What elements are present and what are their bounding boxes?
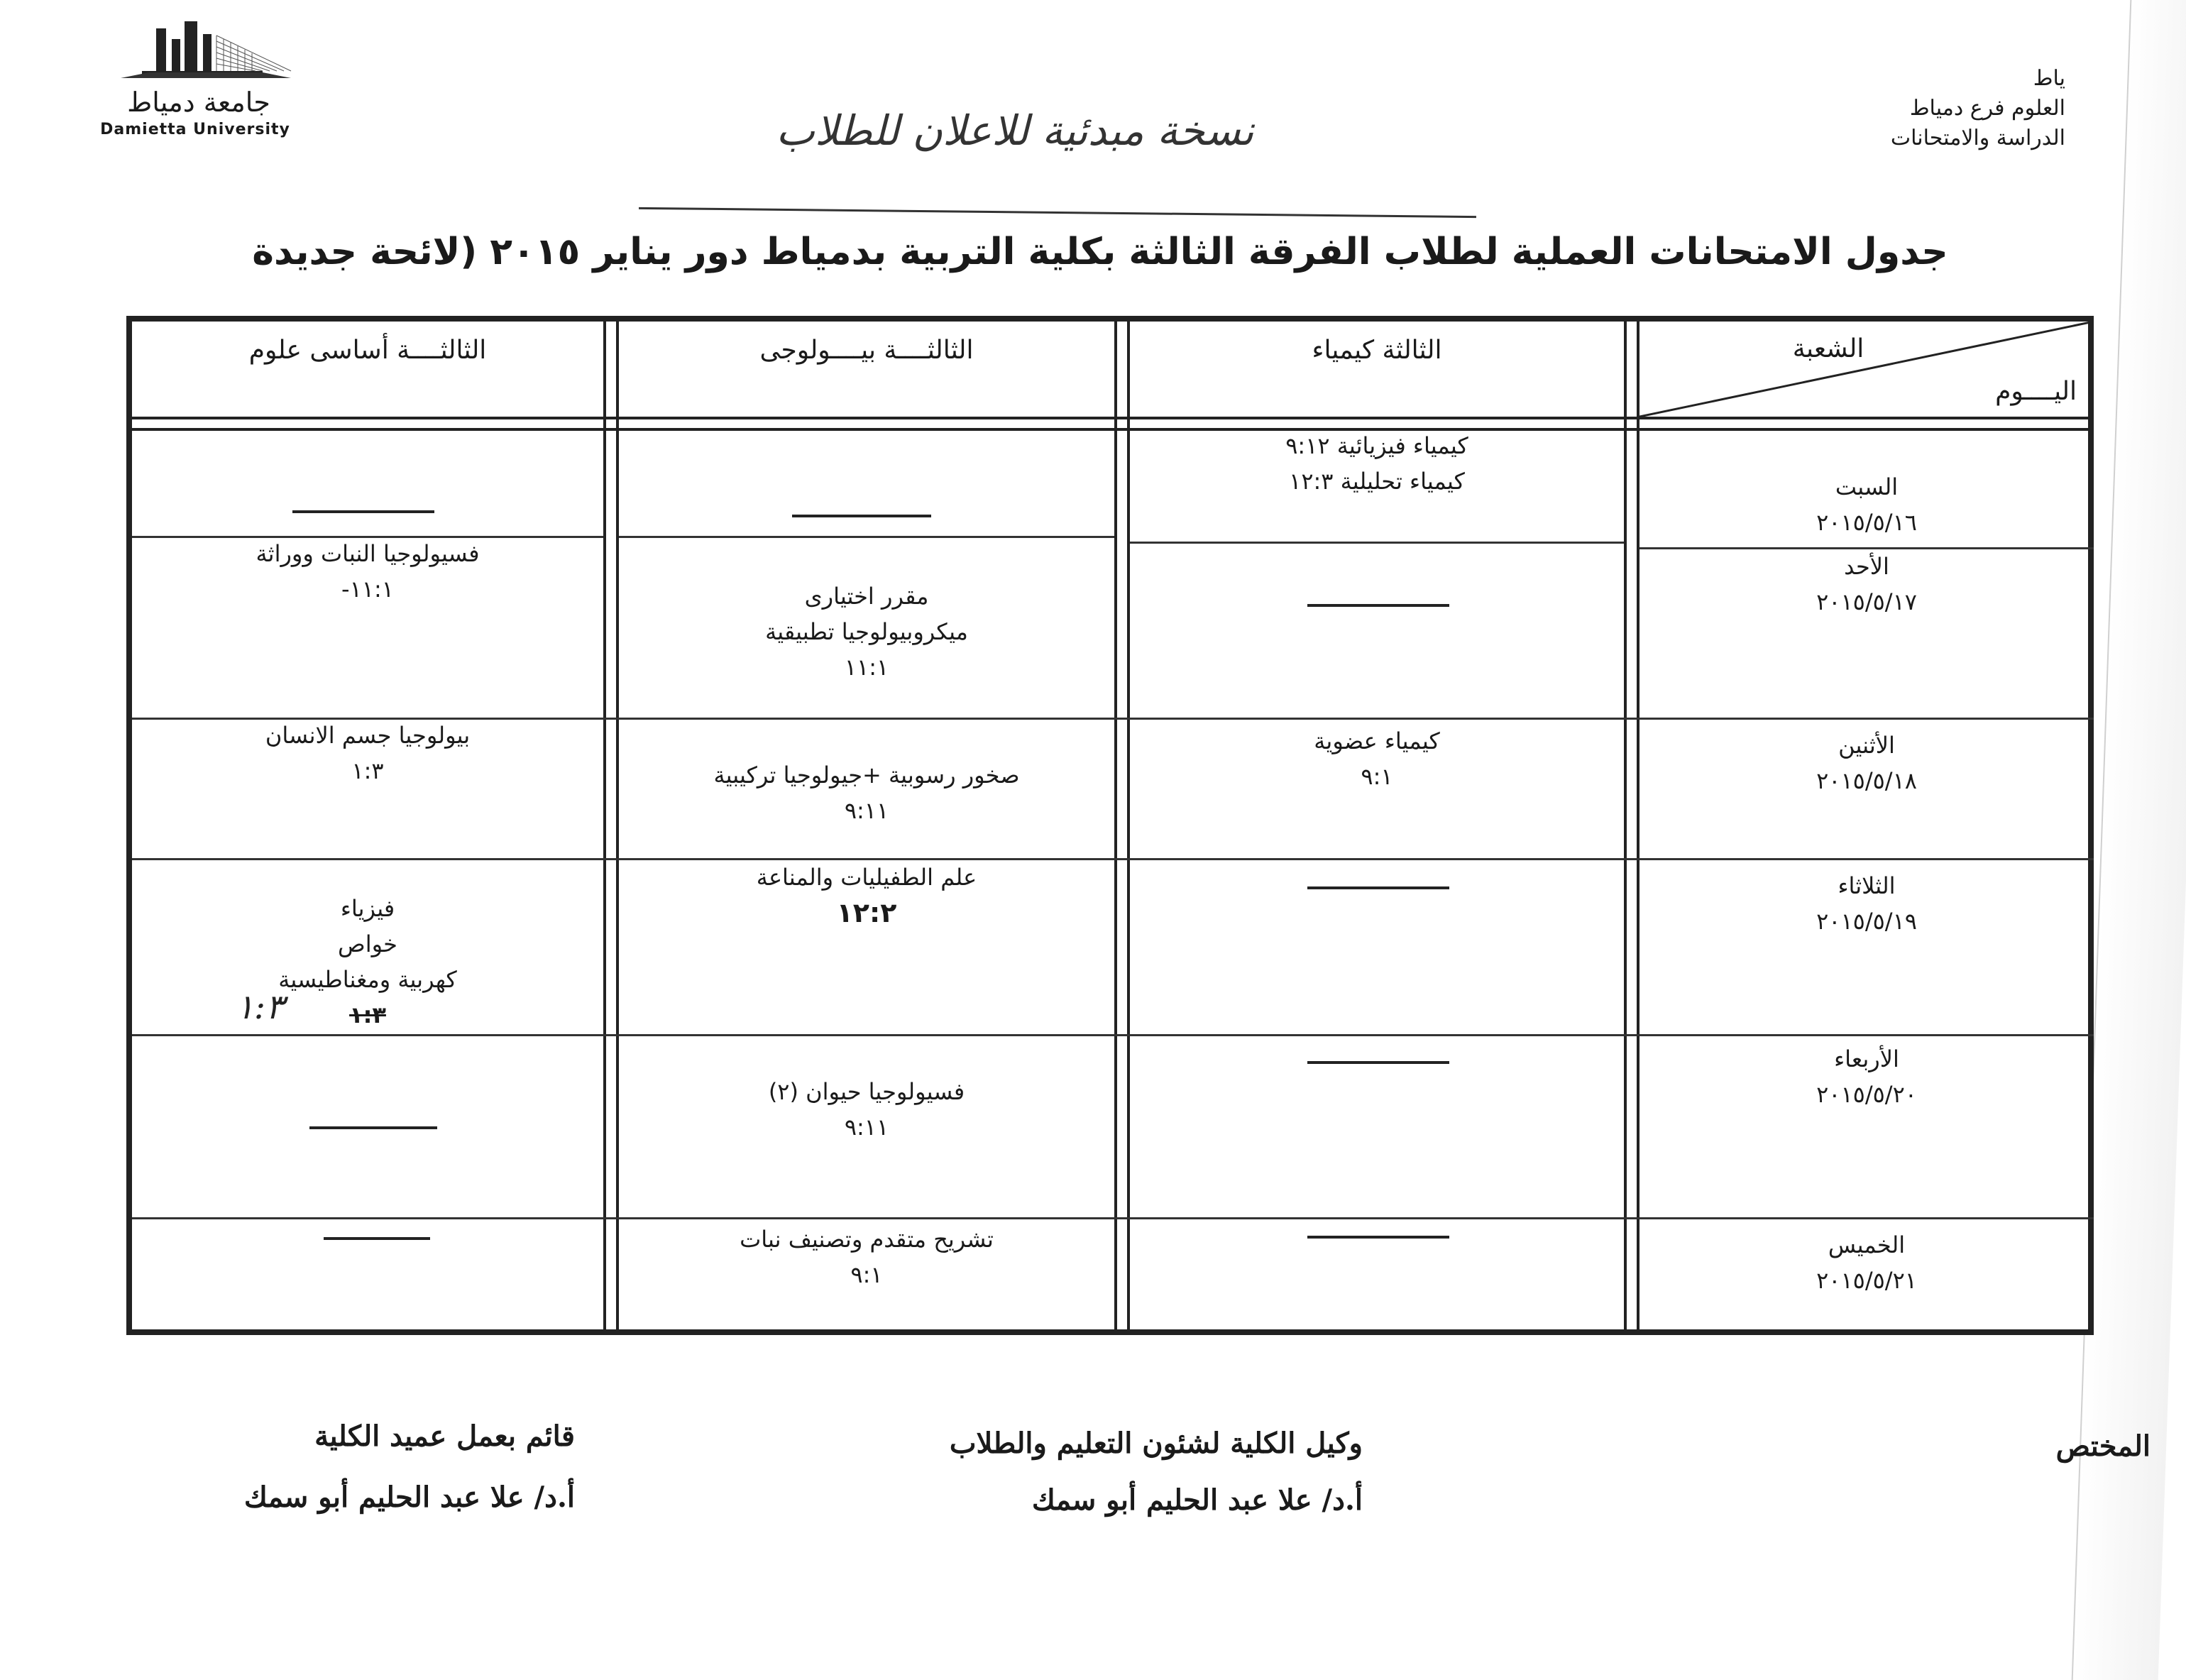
day-name: السبت [1835,473,1899,500]
university-building-icon [78,21,312,92]
no-exam-dash [1307,1061,1449,1064]
signature-dean-name: أ.د/ علا عبد الحليم أبو سمك [243,1481,575,1514]
no-exam-dash [292,510,434,513]
exam-line: ٩:١ [850,1261,883,1288]
exam-line: ١٢:٢ [836,897,897,928]
day-cell [1640,1227,2094,1298]
logo-english-text: Damietta University [100,121,290,138]
basic-science-cell [132,536,603,607]
no-exam-dash [792,515,931,517]
row-divider [132,1217,2094,1219]
institution-line: الدراسة والامتحانات [1890,126,2065,150]
day-name: الخميس [1828,1231,1906,1258]
basic-science-cell [132,718,603,789]
day-date: ٢٠١٥/٥/١٩ [1816,908,1917,935]
exam-line: ٩:١١ [844,1114,889,1141]
header-divider [132,417,2088,431]
day-date: ٢٠١٥/٥/١٧ [1816,588,1917,615]
biology-cell [619,757,1114,828]
exam-line: كيمياء تحليلية ١٢:٣ [1289,468,1465,495]
exam-line: كهربية ومغناطيسية [278,966,457,993]
university-logo [78,21,312,142]
exam-line: ١١:١- [341,576,394,603]
no-exam-dash [1307,1236,1449,1239]
row-divider [132,1034,2094,1036]
day-name: الأربعاء [1834,1045,1899,1072]
row-divider [1130,542,1624,544]
no-exam-dash [1307,604,1449,607]
exam-line: فسيولوجيا النبات ووراثة [256,540,480,567]
exam-line: كيمياء فيزيائية ٩:١٢ [1285,432,1468,459]
exam-line: كيمياء عضوية [1314,728,1440,754]
institution-line: العلوم فرع دمياط [1909,96,2065,121]
exam-line: مقرر اختيارى [804,583,929,610]
exam-line-struck: ١:٣ [349,1001,386,1028]
signature-dean-title: قائم بعمل عميد الكلية [314,1420,575,1453]
exam-line: ٩:١ [1361,763,1393,790]
document-title: جدول الامتحانات العملية لطلاب الفرقة الثالثة بكلية التربية بدمياط دور يناير ٢٠١٥ (لائحة جديدة [252,231,1948,273]
handwritten-underline [639,207,1476,218]
exam-schedule-table [126,316,2094,1335]
column-divider [603,322,619,1329]
corner-label-section: الشعبة [1792,334,1864,363]
no-exam-dash [1307,886,1449,889]
column-divider [1114,322,1130,1329]
exam-line: خواص [338,930,397,957]
day-date: ٢٠١٥/٥/١٦ [1816,509,1917,536]
handwritten-note: نسخة مبدئية للاعلان للطلاب [776,106,1254,155]
header-basic-science: الثالثــــة أساسى علوم [248,336,487,365]
day-date: ٢٠١٥/٥/٢٠ [1816,1081,1917,1108]
handwritten-time-correction: ١:٣ [236,987,284,1027]
day-cell [1640,1041,2094,1112]
chemistry-cell [1130,723,1624,794]
exam-line: فسيولوجيا حيوان (٢) [768,1078,965,1105]
exam-line: بيولوجيا جسم الانسان [265,722,471,749]
biology-cell [619,860,1114,930]
column-divider [1624,322,1640,1329]
no-exam-dash [309,1126,437,1129]
exam-line: تشريح متقدم وتصنيف نبات [740,1226,994,1253]
day-cell [1640,728,2094,798]
institution-block [1767,64,2065,153]
signature-specialist: المختص [2055,1429,2151,1463]
signature-vice-dean-name: أ.د/ علا عبد الحليم أبو سمك [1031,1483,1363,1517]
biology-cell [619,1074,1114,1145]
exam-line: ١١:١ [844,654,889,681]
row-divider [619,536,1114,538]
day-date: ٢٠١٥/٥/٢١ [1816,1267,1917,1294]
corner-label-day: اليــــوم [1995,377,2077,406]
exam-line: ميكروبيولوجيا تطبيقية [765,618,968,645]
day-name: الثلاثاء [1838,872,1896,899]
day-date: ٢٠١٥/٥/١٨ [1816,767,1917,794]
day-cell [1640,549,2094,620]
header-chemistry: الثالثة كيمياء [1312,336,1442,365]
exam-line: ١:٣ [351,757,384,784]
day-name: الأحد [1844,553,1889,580]
logo-arabic-text: جامعة دمياط [127,87,270,118]
exam-line: ٩:١١ [844,797,889,824]
biology-cell [619,1221,1114,1292]
exam-line: صخور رسوبية +جيولوجيا تركيبية [713,762,1020,789]
signature-vice-dean-title: وكيل الكلية لشئون التعليم والطلاب [949,1427,1363,1460]
no-exam-dash [324,1237,430,1240]
day-cell [1640,868,2094,939]
day-cell [1640,469,2094,540]
header-biology: الثالثــــة بيــــولوجى [759,336,974,365]
chemistry-cell [1130,428,1624,499]
exam-line: فيزياء [340,895,395,922]
exam-line: علم الطفيليات والمناعة [756,864,977,891]
institution-line: ياط [2033,66,2065,91]
day-name: الأثنين [1838,732,1895,759]
biology-cell [619,578,1114,685]
